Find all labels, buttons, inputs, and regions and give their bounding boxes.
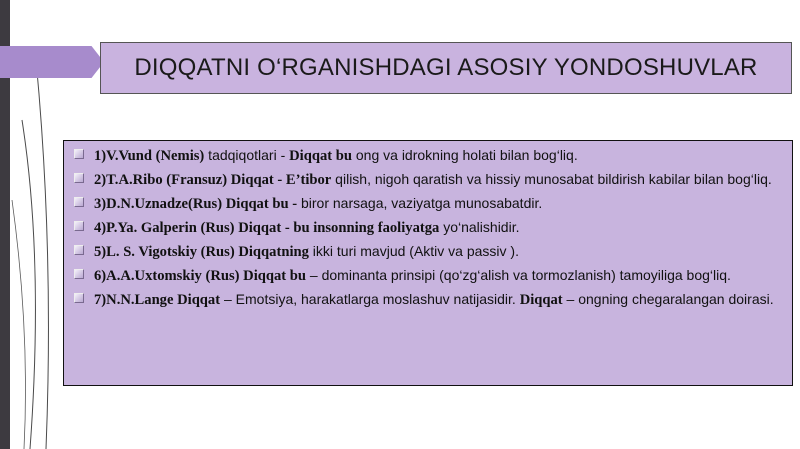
list-item-6 [74,267,784,285]
bullet-icon [74,269,84,279]
item-3-definition: biror narsaga, vaziyatga munosabatdir. [297,195,543,211]
item-6-definition: – dominanta prinsipi (qo‘zg‘alish va tormozlanish) tamoyiliga bog‘liq. [306,267,731,283]
list-item-5 [74,243,784,261]
list-item-7 [74,291,784,309]
content-box [63,140,793,386]
item-7-author: 7)N.N.Lange Diqqat [94,292,221,308]
bullet-icon [74,221,84,231]
bullet-icon [74,245,84,255]
list-item-2 [74,171,784,189]
item-4-definition: yo‘nalishidir. [439,219,520,235]
list-item-3 [74,195,784,213]
bullet-icon [74,293,84,303]
bullet-icon [74,149,84,159]
item-7-term: Diqqat [519,292,563,308]
item-7-text: – Emotsiya, harakatlarga moslashuv natijasidir. [220,291,520,307]
item-6-author: 6)A.A.Uxtomskiy (Rus) Diqqat bu [94,268,307,284]
bullet-icon [74,197,84,207]
item-5-author: 5)L. S. Vigotskiy (Rus) Diqqatning [94,244,309,260]
list-item-1 [74,147,784,165]
item-7-definition: – ongning chegaralangan doirasi. [562,291,774,307]
item-3-author: 3)D.N.Uznadze(Rus) Diqqat bu - [94,196,298,212]
item-2-author: 2)T.A.Ribo (Fransuz) Diqqat - E’tibor [94,172,332,188]
item-5-definition: ikki turi mavjud (Aktiv va passiv ). [308,243,519,259]
item-1-text: tadqiqotlari - [204,147,290,163]
item-1-definition: ong va idrokning holati bilan bog‘liq. [352,147,578,163]
item-1-author: 1)V.Vund (Nemis) [94,148,205,164]
list-item-4 [74,219,784,237]
title-arrow-decoration [0,46,104,78]
approaches-list [74,147,784,309]
bullet-icon [74,173,84,183]
item-1-term: Diqqat bu [289,148,352,164]
slide-title: DIQQATNI O‘RGANISHDAGI ASOSIY YONDOSHUVLAR [100,42,792,94]
item-4-author: 4)P.Ya. Galperin (Rus) Diqqat - bu insonning faoliyatga [94,220,440,236]
item-2-definition: qilish, nigoh qaratish va hissiy munosabat bildirish kabilar bilan bog‘liq. [331,171,772,187]
